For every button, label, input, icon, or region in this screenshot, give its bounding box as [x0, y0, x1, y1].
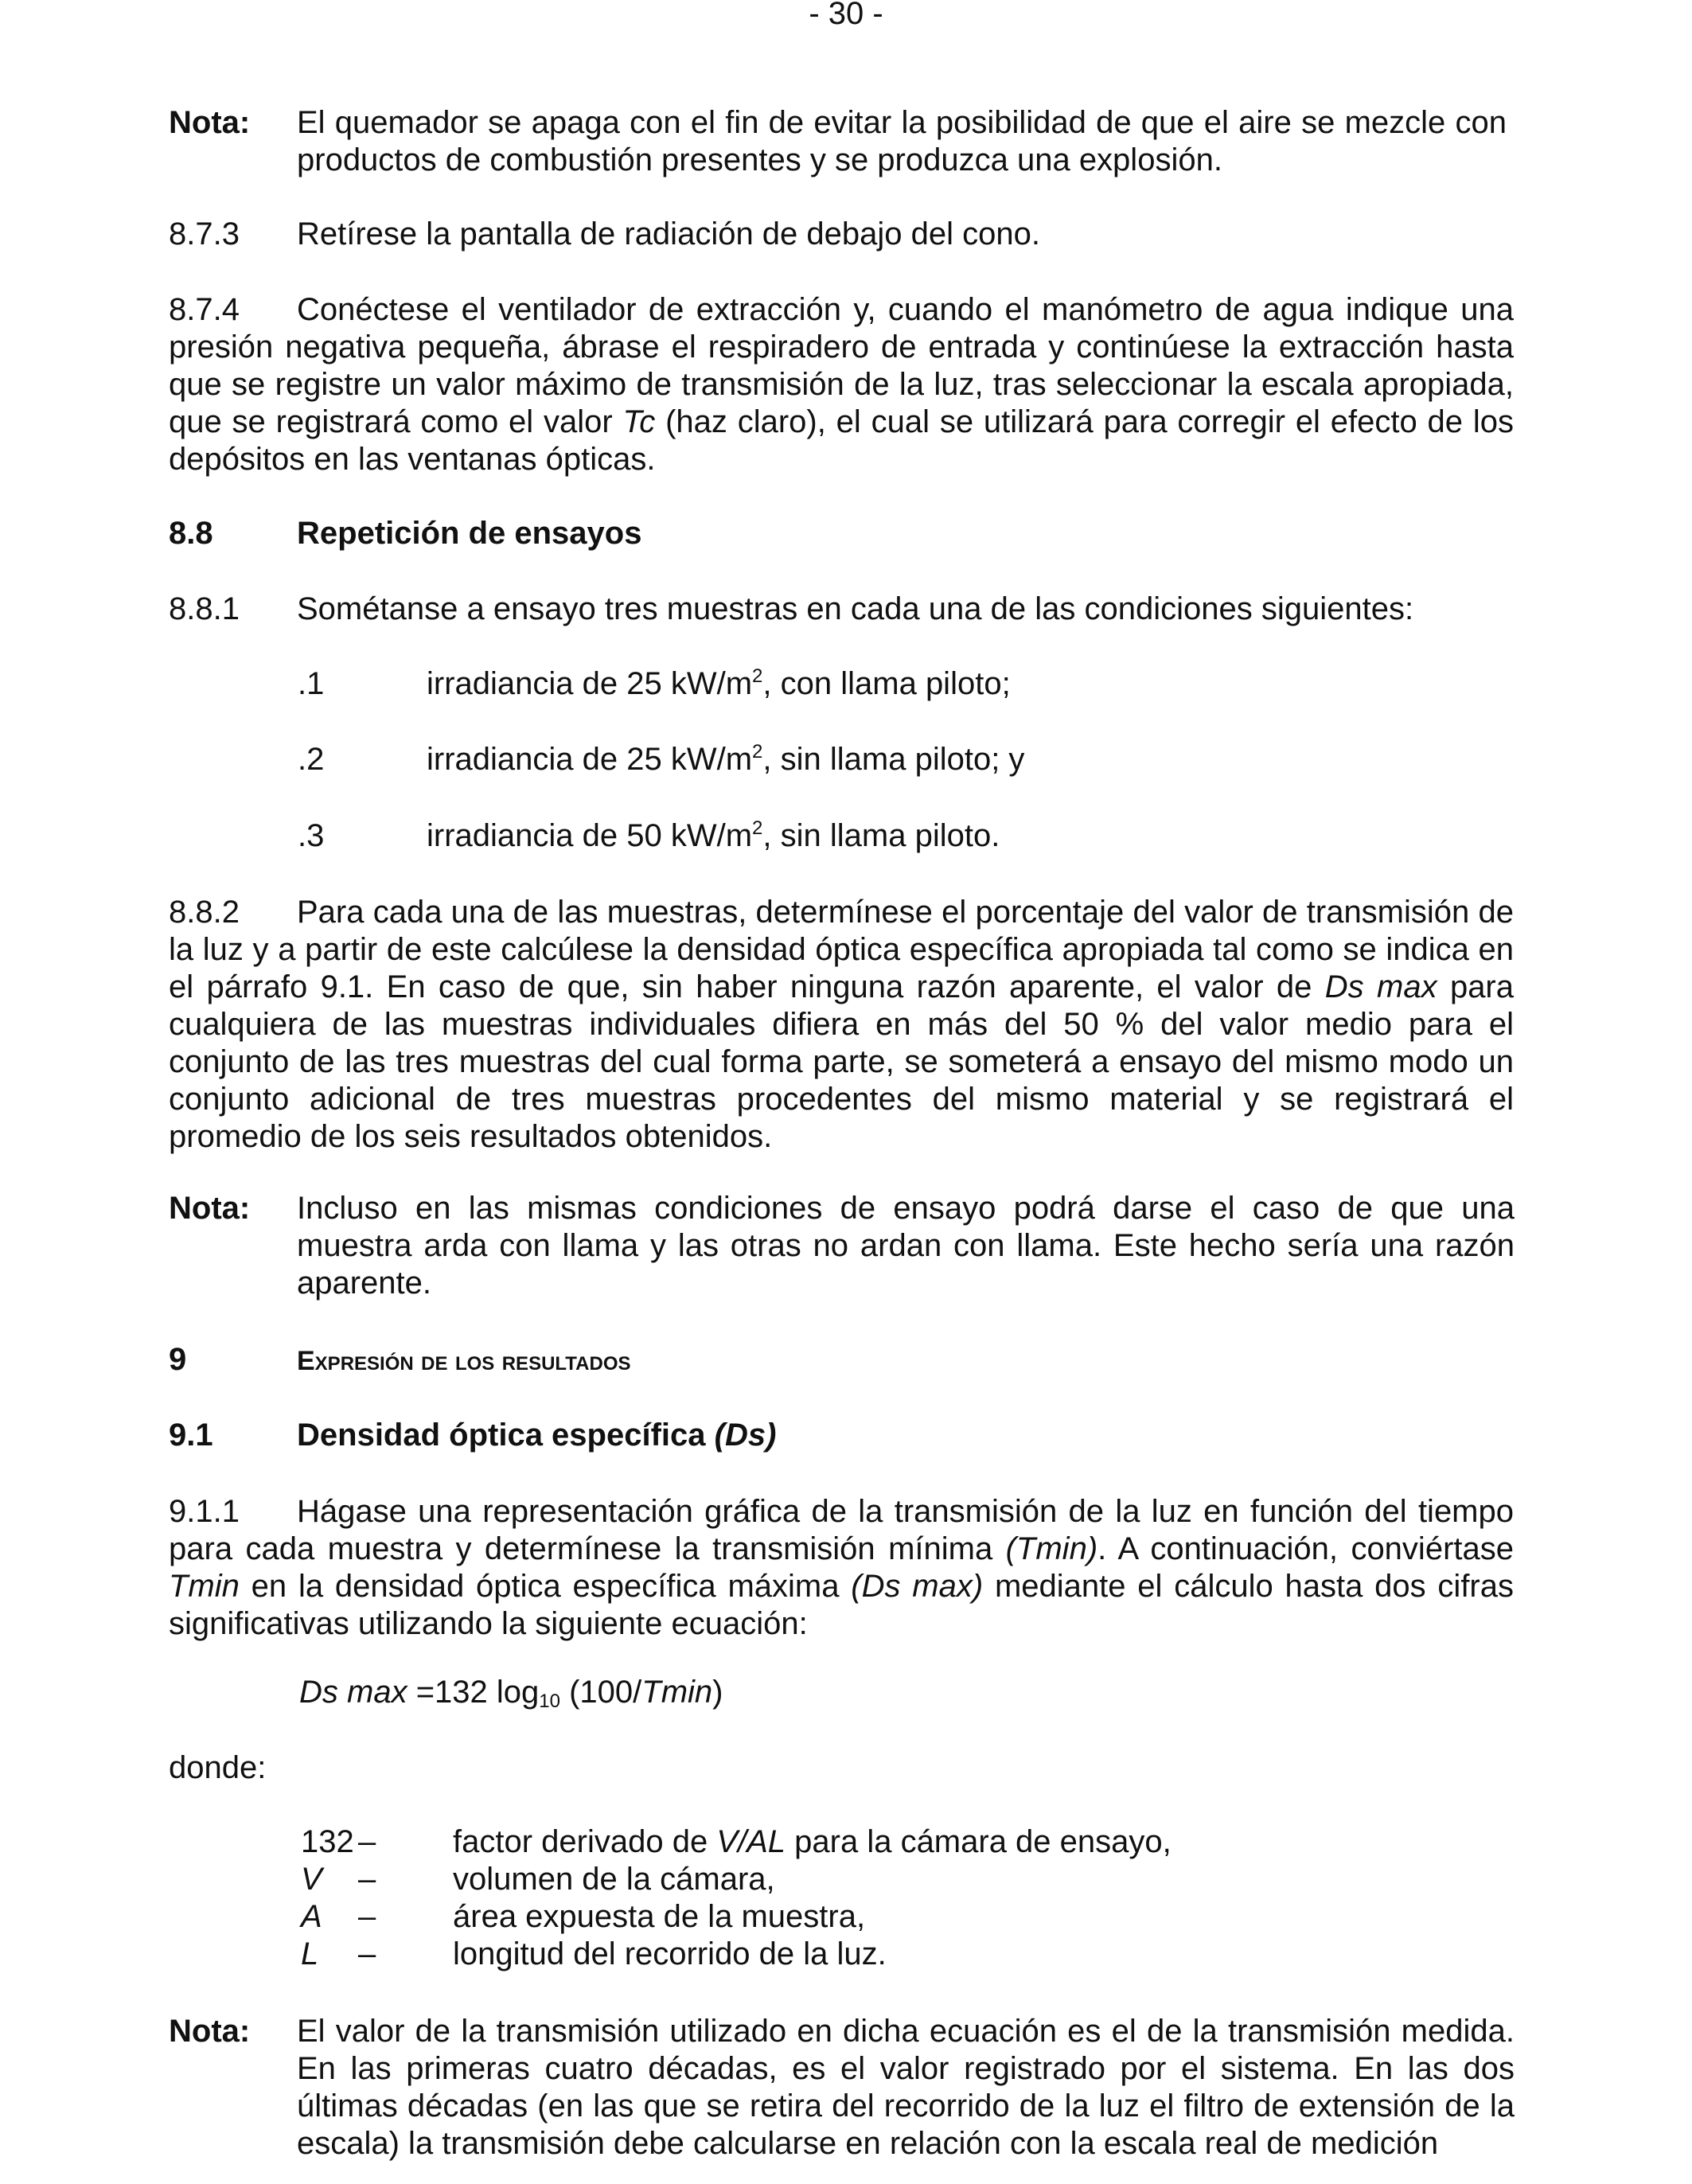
tmin-symbol: Tmin — [641, 1675, 713, 1710]
definition-text: área expuesta de la muestra, — [453, 1899, 866, 1934]
definition-symbol: L — [301, 1936, 319, 1971]
definition-text: volumen de la cámara, — [453, 1862, 775, 1897]
paragraph-text-cont: en la densidad óptica específica máxima — [239, 1569, 852, 1604]
list-text-cont: , con llama piloto; — [762, 666, 1011, 701]
ds-symbol: (Ds) — [714, 1418, 777, 1453]
definition-text: longitud del recorrido de la luz. — [453, 1936, 887, 1971]
list-text: irradiancia de 25 kW/m — [427, 742, 753, 777]
paragraph-text: Para cada una de las muestras, determínese el porcentaje del valor de transmisión de la luz y a partir de este calcúlese la densidad óptica específica apropiada tal como se indica en el párrafo 9.1. En caso de que, sin haber ninguna razón aparente, el valor de — [169, 895, 1514, 1004]
list-number: .2 — [298, 742, 325, 777]
equation — [299, 1674, 723, 1711]
definitions-list — [301, 1823, 1172, 1973]
paragraph-number: 8.8.2 — [169, 895, 240, 930]
section-number: 9 — [169, 1342, 187, 1377]
definition-dash: – — [358, 1862, 376, 1897]
page-number: - 30 - — [809, 0, 883, 31]
ds-max-symbol: (Ds max) — [851, 1569, 984, 1604]
definition-symbol: A — [301, 1899, 322, 1934]
list-text-cont: , sin llama piloto. — [762, 818, 1000, 853]
note-text: Incluso en las mismas condiciones de ensayo podrá darse el caso de que una muestra arda con llama y las otras no ardan con llama. Este hecho sería una razón aparente. — [297, 1191, 1515, 1301]
note-label: Nota: — [169, 2014, 251, 2049]
equation-rhs-close: ) — [712, 1675, 723, 1710]
definition-row — [301, 1823, 1172, 1861]
paragraph-8-7-3 — [169, 216, 1522, 253]
definition-dash: – — [358, 1936, 376, 1971]
paragraph-text: Hágase una representación gráfica de la transmisión de la luz en función del tiempo para cada muestra y determínese la transmisión mínima — [169, 1494, 1514, 1566]
condition-item — [298, 741, 1024, 778]
paragraph-number: 8.8.1 — [169, 591, 240, 626]
list-number: .3 — [298, 818, 325, 853]
tmin-symbol: Tmin — [169, 1569, 240, 1604]
paragraph-number: 9.1.1 — [169, 1494, 240, 1529]
note-text: El valor de la transmisión utilizado en dicha ecuación es el de la transmisión medida. En las primeras cuatro décadas, es el valor registrado por el sistema. En las dos últimas décadas (en las que se retira del recorrido de la luz el filtro de extensión de la escala) la transmisión debe calcularse en relación con la escala real de medición — [297, 2014, 1515, 2161]
note-label: Nota: — [169, 1191, 251, 1226]
paragraph-text-cont: mediante el cálculo hasta dos cifras significativas utilizando la siguiente ecuación: — [169, 1569, 1514, 1641]
superscript: 2 — [752, 665, 763, 687]
list-text-cont: , sin llama piloto; y — [762, 742, 1025, 777]
definition-italic: V/AL — [716, 1824, 786, 1859]
definition-row — [301, 1936, 1172, 1973]
tc-symbol: Tc — [622, 404, 656, 439]
section-title: Densidad óptica específica — [297, 1418, 715, 1453]
section-number: 9.1 — [169, 1418, 213, 1453]
paragraph-8-8-2 — [169, 894, 1514, 1156]
condition-item — [298, 817, 1000, 855]
superscript: 2 — [752, 817, 763, 839]
paragraph-8-7-4 — [169, 291, 1514, 478]
section-heading-9-1 — [169, 1417, 776, 1454]
paragraph-number: 8.7.4 — [169, 292, 240, 327]
paragraph-text-cont: para cualquiera de las muestras individuales difiera en más del 50 % del valor medio para el conjunto de las tres muestras del cual forma parte, se someterá a ensayo del mismo modo un conjunto adicional de tres muestras procedentes del mismo material y se registrará el promedio de los seis resultados obtenidos. — [169, 969, 1514, 1154]
list-text: irradiancia de 25 kW/m — [427, 666, 753, 701]
superscript: 2 — [752, 741, 763, 762]
definition-row — [301, 1898, 1172, 1936]
ds-max-symbol: Ds max — [1324, 969, 1437, 1004]
definition-dash: – — [358, 1899, 376, 1934]
donde-label: donde: — [169, 1750, 267, 1785]
definition-dash: – — [358, 1824, 376, 1859]
equation-lhs: Ds max — [299, 1675, 407, 1710]
section-title: Expresión de los resultados — [297, 1346, 631, 1376]
definition-text-cont: para la cámara de ensayo, — [786, 1824, 1172, 1859]
tmin-symbol: (Tmin) — [1005, 1531, 1098, 1566]
paragraph-text: Retírese la pantalla de radiación de debajo del cono. — [297, 216, 1040, 252]
definition-symbol: 132 — [301, 1824, 354, 1859]
definition-row — [301, 1861, 1172, 1898]
note-label: Nota: — [169, 105, 251, 140]
condition-item — [298, 665, 1011, 703]
definition-symbol: V — [301, 1862, 322, 1897]
note-text: El quemador se apaga con el fin de evitar la posibilidad de que el aire se mezcle con productos de combustión presentes y se produzca una explosión. — [297, 105, 1507, 177]
section-heading-8-8 — [169, 515, 641, 552]
equation-subscript: 10 — [539, 1691, 560, 1712]
paragraph-8-8-1 — [169, 591, 1522, 628]
section-title: Repetición de ensayos — [297, 516, 642, 551]
paragraph-9-1-1 — [169, 1493, 1514, 1643]
section-heading-9 — [169, 1341, 631, 1380]
equation-operator: =132 log — [407, 1675, 540, 1710]
equation-rhs: (100/ — [559, 1675, 642, 1710]
paragraph-text-cont: . A continuación, conviértase — [1097, 1531, 1514, 1566]
list-number: .1 — [298, 666, 325, 701]
section-number: 8.8 — [169, 516, 213, 551]
paragraph-text-cont: (haz claro), el cual se utilizará para corregir el efecto de los depósitos en las ventanas ópticas. — [169, 404, 1514, 477]
paragraph-text: Sométanse a ensayo tres muestras en cada una de las condiciones siguientes: — [297, 591, 1414, 626]
paragraph-text: Conéctese el ventilador de extracción y, cuando el manómetro de agua indique una presión negativa pequeña, ábrase el respiradero de entrada y continúese la extracción hasta que se registre un valor máximo de transmisión de la luz, tras seleccionar la escala apropiada, que se registrará como el valor — [169, 292, 1514, 439]
paragraph-number: 8.7.3 — [169, 216, 240, 252]
definition-text: factor derivado de — [453, 1824, 717, 1859]
list-text: irradiancia de 50 kW/m — [427, 818, 753, 853]
